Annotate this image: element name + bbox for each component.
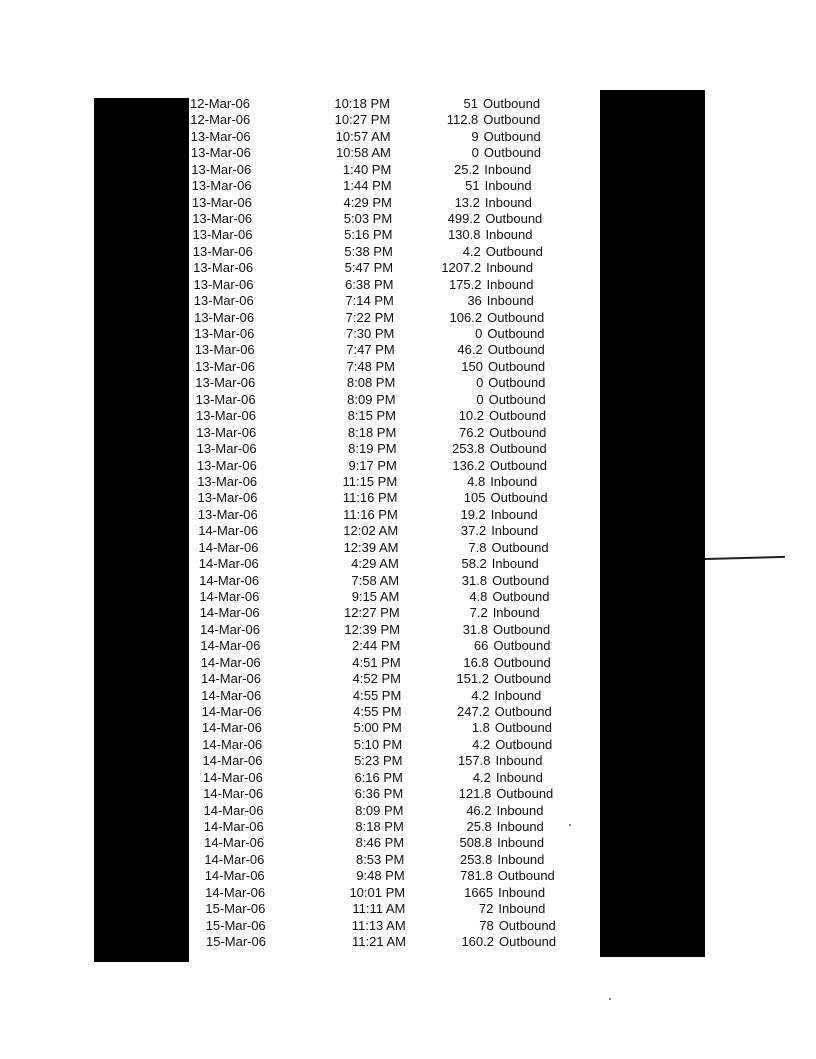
date-cell: 13-Mar-06: [194, 309, 255, 325]
table-row: [191, 145, 571, 161]
time-cell: 4:55 PM: [352, 687, 402, 703]
time-cell: 4:55 PM: [353, 703, 402, 719]
direction-cell: Outbound: [493, 654, 551, 670]
table-row: [199, 573, 579, 589]
table-row: [197, 441, 577, 457]
date-cell: 12-Mar-06: [190, 96, 250, 111]
table-row: [206, 918, 586, 934]
direction-cell: Outbound: [489, 457, 547, 473]
table-row: [199, 589, 579, 605]
direction-cell: Outbound: [498, 917, 556, 933]
time-cell: 4:52 PM: [352, 671, 401, 686]
date-cell: 13-Mar-06: [191, 161, 252, 177]
direction-cell: Outbound: [489, 424, 547, 440]
table-row: [196, 425, 576, 441]
table-row: [190, 96, 570, 112]
time-cell: 8:09 PM: [347, 391, 396, 407]
amount-cell: 4.8: [467, 473, 486, 489]
time-cell: 8:53 PM: [355, 851, 405, 867]
amount-cell: 58.2: [461, 556, 487, 571]
date-cell: 14-Mar-06: [199, 572, 260, 588]
amount-cell: 130.8: [447, 227, 481, 243]
amount-cell: 25.8: [466, 818, 492, 834]
amount-cell: 46.2: [466, 802, 492, 818]
amount-cell: 25.2: [453, 161, 480, 177]
time-cell: 8:46 PM: [355, 835, 405, 851]
table-row: [196, 392, 576, 408]
direction-cell: Inbound: [486, 276, 534, 292]
time-cell: 11:11 AM: [352, 901, 406, 917]
amount-cell: 1665: [464, 884, 494, 900]
date-cell: 13-Mar-06: [196, 424, 257, 440]
date-cell: 14-Mar-06: [203, 802, 264, 818]
time-cell: 6:38 PM: [345, 276, 394, 292]
date-cell: 14-Mar-06: [204, 851, 265, 867]
amount-cell: 78: [479, 917, 494, 933]
date-cell: 13-Mar-06: [193, 260, 254, 276]
date-cell: 13-Mar-06: [194, 326, 255, 341]
amount-cell: 781.8: [460, 868, 493, 884]
date-cell: 13-Mar-06: [191, 194, 252, 210]
direction-cell: Outbound: [488, 358, 546, 374]
table-row: [193, 227, 573, 243]
date-cell: 14-Mar-06: [202, 769, 263, 785]
table-row: [192, 211, 572, 227]
time-cell: 7:48 PM: [346, 358, 395, 374]
table-row: [202, 720, 582, 736]
amount-cell: 4.2: [472, 769, 491, 785]
time-cell: 8:08 PM: [346, 375, 396, 391]
date-cell: 14-Mar-06: [204, 868, 265, 884]
direction-cell: Outbound: [487, 342, 545, 358]
direction-cell: Outbound: [487, 309, 545, 325]
time-cell: 2:44 PM: [351, 638, 401, 654]
table-row: [204, 852, 584, 868]
amount-cell: 508.8: [459, 835, 493, 851]
direction-cell: Outbound: [487, 326, 545, 341]
amount-cell: 4.2: [462, 243, 481, 259]
time-cell: 11:21 AM: [352, 933, 406, 949]
amount-cell: 7.8: [468, 539, 487, 555]
time-cell: 5:38 PM: [344, 243, 393, 259]
direction-cell: Outbound: [494, 720, 552, 736]
time-cell: 8:19 PM: [348, 441, 397, 456]
direction-cell: Outbound: [489, 441, 547, 456]
direction-cell: Inbound: [484, 161, 532, 177]
table-row: [205, 901, 585, 917]
direction-cell: Inbound: [496, 818, 544, 834]
date-cell: 14-Mar-06: [200, 638, 261, 654]
amount-cell: 4.8: [469, 588, 488, 604]
table-row: [200, 605, 580, 621]
direction-cell: Inbound: [492, 605, 540, 621]
table-row: [200, 638, 580, 654]
table-row: [202, 704, 582, 720]
date-cell: 14-Mar-06: [200, 654, 261, 670]
time-cell: 5:16 PM: [344, 227, 393, 243]
amount-cell: 36: [467, 293, 482, 309]
amount-cell: 31.8: [462, 621, 488, 637]
direction-cell: Inbound: [486, 293, 534, 309]
date-cell: 14-Mar-06: [199, 605, 260, 621]
time-cell: 6:36 PM: [354, 786, 404, 802]
table-row: [198, 523, 578, 539]
table-row: [197, 474, 577, 490]
time-cell: 7:22 PM: [345, 309, 395, 325]
direction-cell: Inbound: [491, 523, 539, 539]
table-row: [192, 195, 572, 211]
table-row: [191, 162, 571, 178]
date-cell: 12-Mar-06: [190, 112, 251, 128]
table-row: [195, 342, 575, 358]
table-row: [194, 277, 574, 293]
amount-cell: 51: [465, 178, 480, 194]
table-row: [206, 934, 586, 950]
date-cell: 14-Mar-06: [204, 835, 265, 851]
time-cell: 10:27 PM: [334, 112, 391, 128]
date-cell: 14-Mar-06: [200, 621, 260, 637]
direction-cell: Outbound: [497, 868, 555, 884]
direction-cell: Inbound: [491, 556, 539, 571]
time-cell: 5:10 PM: [353, 736, 403, 752]
direction-cell: Outbound: [492, 572, 550, 588]
date-cell: 14-Mar-06: [203, 786, 264, 802]
time-cell: 12:02 AM: [343, 523, 399, 539]
time-cell: 5:00 PM: [353, 720, 402, 736]
time-cell: 9:17 PM: [348, 457, 397, 473]
time-cell: 7:47 PM: [346, 342, 395, 358]
date-cell: 15-Mar-06: [205, 901, 266, 917]
table-row: [203, 770, 583, 786]
direction-cell: Inbound: [485, 227, 533, 243]
amount-cell: 247.2: [457, 703, 490, 719]
table-row: [203, 786, 583, 802]
date-cell: 13-Mar-06: [197, 473, 258, 489]
table-row: [197, 458, 577, 474]
table-row: [193, 244, 573, 260]
direction-cell: Outbound: [483, 128, 541, 144]
table-row: [195, 375, 575, 391]
amount-cell: 7.2: [469, 605, 488, 621]
amount-cell: 1207.2: [441, 260, 482, 276]
date-cell: 13-Mar-06: [195, 375, 256, 391]
date-cell: 14-Mar-06: [203, 818, 264, 834]
direction-cell: Inbound: [498, 884, 546, 900]
date-cell: 13-Mar-06: [196, 408, 256, 424]
table-row: [201, 655, 581, 671]
time-cell: 12:39 PM: [344, 621, 400, 637]
amount-cell: 175.2: [448, 276, 482, 292]
table-row: [204, 835, 584, 851]
direction-cell: Inbound: [497, 835, 545, 851]
direction-cell: Outbound: [492, 588, 550, 604]
date-cell: 13-Mar-06: [191, 178, 252, 194]
table-row: [195, 359, 575, 375]
amount-cell: 66: [473, 638, 489, 654]
direction-cell: Inbound: [496, 802, 544, 818]
time-cell: 8:15 PM: [347, 408, 396, 424]
time-cell: 6:16 PM: [354, 769, 403, 785]
date-cell: 13-Mar-06: [193, 293, 254, 309]
amount-cell: 150: [461, 358, 483, 374]
time-cell: 4:51 PM: [352, 654, 401, 670]
time-cell: 7:14 PM: [345, 293, 394, 309]
date-cell: 13-Mar-06: [196, 457, 257, 473]
date-cell: 15-Mar-06: [205, 917, 266, 933]
table-row: [199, 540, 579, 556]
direction-cell: Outbound: [483, 145, 541, 161]
table-row: [192, 178, 572, 194]
direction-cell: Outbound: [493, 621, 551, 637]
time-cell: 10:01 PM: [349, 884, 406, 900]
time-cell: 5:03 PM: [343, 211, 393, 226]
date-cell: 15-Mar-06: [206, 933, 266, 949]
direction-cell: Outbound: [490, 490, 548, 506]
time-cell: 4:29 PM: [343, 194, 392, 210]
direction-cell: Inbound: [498, 901, 546, 917]
direction-cell: Inbound: [490, 506, 538, 522]
amount-cell: 121.8: [458, 786, 492, 802]
time-cell: 8:09 PM: [355, 802, 404, 818]
amount-cell: 46.2: [457, 342, 483, 358]
time-cell: 11:15 PM: [342, 473, 398, 489]
date-cell: 13-Mar-06: [195, 358, 255, 374]
direction-cell: Inbound: [484, 178, 532, 194]
amount-cell: 51: [463, 96, 478, 111]
amount-cell: 253.8: [459, 851, 493, 867]
time-cell: 10:18 PM: [334, 96, 390, 111]
table-row: [201, 688, 581, 704]
amount-cell: 10.2: [458, 408, 484, 424]
table-row: [194, 293, 574, 309]
direction-cell: Outbound: [485, 243, 543, 259]
table-row: [196, 408, 576, 424]
date-cell: 14-Mar-06: [205, 884, 266, 900]
amount-cell: 160.2: [461, 933, 494, 949]
time-cell: 12:39 AM: [343, 539, 399, 555]
date-cell: 13-Mar-06: [197, 506, 258, 522]
amount-cell: 1.8: [471, 720, 490, 736]
date-cell: 13-Mar-06: [192, 211, 253, 226]
direction-cell: Outbound: [496, 786, 554, 802]
table-row: [198, 507, 578, 523]
direction-cell: Outbound: [493, 638, 551, 654]
direction-cell: Outbound: [499, 933, 557, 949]
date-cell: 13-Mar-06: [197, 490, 258, 506]
date-cell: 14-Mar-06: [198, 523, 259, 539]
table-row: [205, 885, 585, 901]
amount-cell: 112.8: [446, 112, 479, 128]
time-cell: 4:29 AM: [351, 556, 399, 571]
direction-cell: Outbound: [489, 408, 547, 424]
amount-cell: 136.2: [452, 457, 485, 473]
table-row: [204, 819, 584, 835]
amount-cell: 0: [476, 391, 484, 407]
date-cell: 14-Mar-06: [198, 556, 259, 571]
amount-cell: 105: [463, 490, 486, 506]
amount-cell: 157.8: [457, 753, 491, 769]
table-row: [203, 753, 583, 769]
date-cell: 13-Mar-06: [190, 128, 251, 144]
direction-cell: Outbound: [494, 703, 552, 719]
date-cell: 14-Mar-06: [201, 687, 262, 703]
direction-cell: Outbound: [495, 736, 553, 752]
direction-cell: Outbound: [485, 211, 543, 226]
direction-cell: Outbound: [483, 96, 541, 111]
amount-cell: 37.2: [460, 523, 487, 539]
direction-cell: Inbound: [495, 769, 543, 785]
direction-cell: Inbound: [495, 753, 543, 769]
table-row: [204, 803, 584, 819]
time-cell: 9:15 AM: [351, 588, 400, 604]
direction-cell: Outbound: [491, 539, 549, 555]
date-cell: 14-Mar-06: [201, 720, 262, 736]
time-cell: 11:16 PM: [342, 490, 398, 506]
direction-cell: Outbound: [494, 671, 552, 686]
time-cell: 12:27 PM: [344, 605, 400, 621]
direction-cell: Inbound: [490, 473, 538, 489]
amount-cell: 13.2: [454, 194, 480, 210]
direction-cell: Inbound: [486, 260, 534, 276]
time-cell: 11:16 PM: [343, 506, 398, 522]
direction-cell: Outbound: [483, 112, 541, 128]
table-row: [205, 868, 585, 884]
table-row: [201, 671, 581, 687]
date-cell: 14-Mar-06: [201, 703, 262, 719]
amount-cell: 4.2: [471, 687, 490, 703]
date-cell: 13-Mar-06: [194, 342, 255, 358]
time-cell: 7:30 PM: [345, 326, 395, 341]
amount-cell: 16.8: [463, 654, 489, 670]
amount-cell: 0: [476, 375, 484, 391]
time-cell: 8:18 PM: [355, 818, 404, 834]
date-cell: 13-Mar-06: [190, 145, 251, 161]
date-cell: 13-Mar-06: [192, 243, 253, 259]
date-cell: 14-Mar-06: [202, 736, 263, 752]
amount-cell: 253.8: [452, 441, 485, 456]
amount-cell: 72: [478, 901, 494, 917]
amount-cell: 19.2: [460, 506, 486, 522]
date-cell: 13-Mar-06: [193, 276, 254, 292]
date-cell: 14-Mar-06: [201, 671, 261, 686]
time-cell: 8:18 PM: [347, 424, 397, 440]
time-cell: 10:57 AM: [335, 128, 391, 144]
time-cell: 7:58 AM: [351, 572, 400, 588]
date-cell: 14-Mar-06: [202, 753, 263, 769]
time-cell: 11:13 AM: [351, 917, 406, 933]
table-row: [194, 326, 574, 342]
direction-cell: Outbound: [488, 375, 546, 391]
time-cell: 5:23 PM: [354, 753, 403, 769]
date-cell: 13-Mar-06: [196, 441, 257, 456]
amount-cell: 0: [475, 326, 483, 341]
date-cell: 13-Mar-06: [195, 391, 256, 407]
time-cell: 5:47 PM: [344, 260, 394, 276]
amount-cell: 0: [471, 145, 479, 161]
time-cell: 1:44 PM: [343, 178, 392, 194]
amount-cell: 106.2: [449, 309, 483, 325]
table-row: [199, 556, 579, 572]
amount-cell: 499.2: [447, 211, 481, 226]
amount-cell: 9: [471, 128, 479, 144]
direction-cell: Outbound: [488, 391, 546, 407]
time-cell: 10:58 AM: [335, 145, 391, 161]
time-cell: 9:48 PM: [356, 868, 405, 884]
table-row: [198, 490, 578, 506]
table-row: [190, 112, 570, 128]
amount-cell: 76.2: [458, 424, 485, 440]
date-cell: 13-Mar-06: [192, 227, 253, 243]
date-cell: 14-Mar-06: [198, 539, 259, 555]
direction-cell: Inbound: [484, 194, 532, 210]
date-cell: 14-Mar-06: [199, 588, 260, 604]
table-row: [200, 622, 580, 638]
table-row: [202, 737, 582, 753]
amount-cell: 151.2: [456, 671, 489, 686]
amount-cell: 4.2: [472, 736, 491, 752]
amount-cell: 31.8: [461, 572, 488, 588]
table-row: [191, 129, 571, 145]
table-row: [193, 260, 573, 276]
table-row: [194, 310, 574, 326]
direction-cell: Inbound: [494, 687, 542, 703]
direction-cell: Inbound: [497, 851, 545, 867]
time-cell: 1:40 PM: [342, 161, 392, 177]
